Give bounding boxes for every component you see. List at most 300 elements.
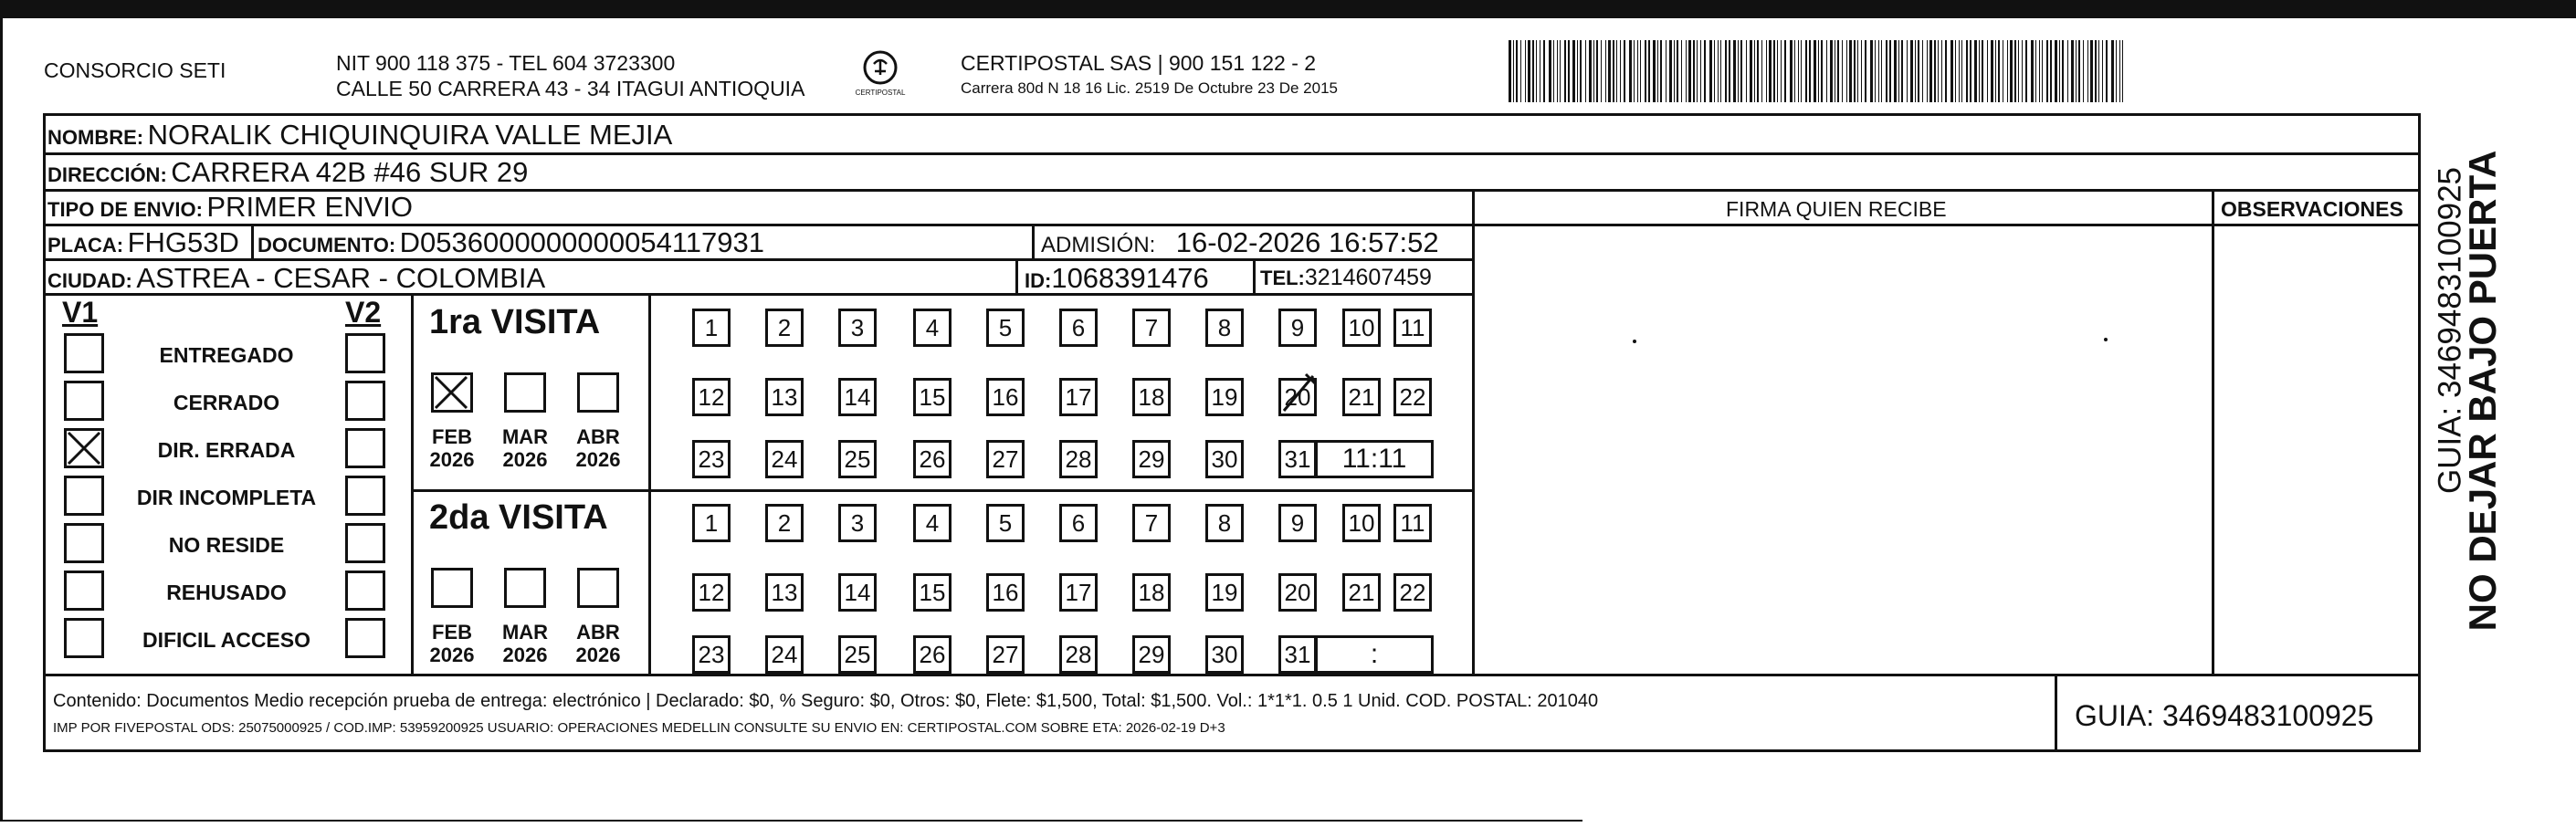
company-name: CONSORCIO SETI	[44, 58, 226, 82]
day-box[interactable]: 23	[692, 440, 731, 478]
day-box[interactable]: 20	[1278, 378, 1317, 416]
barcode-bar	[2025, 40, 2027, 102]
day-box[interactable]: 5	[986, 504, 1025, 542]
barcode-bar	[2055, 40, 2057, 102]
barcode-bar	[1718, 40, 1719, 102]
barcode-bar	[1657, 40, 1658, 102]
day-box[interactable]: 8	[1205, 309, 1244, 347]
day-box[interactable]: 18	[1132, 573, 1171, 612]
day-box[interactable]: 29	[1132, 635, 1171, 674]
day-box[interactable]: 8	[1205, 504, 1244, 542]
certipostal-info: CERTIPOSTAL SAS | 900 151 122 - 2	[961, 51, 1317, 75]
status-v1-checkbox[interactable]	[64, 428, 104, 468]
barcode-bar	[1733, 40, 1736, 102]
barcode-bar	[1854, 40, 1856, 102]
company-address: CALLE 50 CARRERA 43 - 34 ITAGUI ANTIOQUIA	[336, 77, 805, 100]
status-v2-checkbox[interactable]	[345, 618, 385, 658]
barcode-bar	[1709, 40, 1712, 102]
svg-text:CERTIPOSTAL: CERTIPOSTAL	[855, 89, 906, 97]
day-box[interactable]: 7	[1132, 309, 1171, 347]
status-v2-checkbox[interactable]	[345, 333, 385, 373]
barcode-bar	[2018, 40, 2019, 102]
month-label	[571, 621, 626, 667]
barcode-bar	[2090, 40, 2093, 102]
barcode	[1507, 40, 2128, 102]
barcode-bar	[2067, 40, 2068, 102]
day-box[interactable]: 28	[1059, 440, 1098, 478]
day-box[interactable]: 6	[1059, 309, 1098, 347]
status-option-label: DIR. ERRADA	[157, 438, 296, 462]
month-year: 2026	[575, 448, 621, 472]
barcode-bar	[1814, 40, 1816, 102]
barcode-bar	[1686, 40, 1687, 102]
barcode-bar	[1516, 40, 1518, 102]
barcode-bar	[1605, 40, 1606, 102]
footer-guia: GUIA: 3469483100925	[2075, 699, 2374, 732]
barcode-bar	[1781, 40, 1782, 102]
barcode-bar	[2116, 40, 2117, 102]
scan-dot	[2104, 338, 2108, 341]
barcode-bar	[1761, 40, 1762, 102]
barcode-bar	[1889, 40, 1891, 102]
barcode-bar	[1580, 40, 1582, 102]
row-divider	[43, 258, 1475, 261]
barcode-bar	[1729, 40, 1730, 102]
barcode-bar	[1777, 40, 1778, 102]
license-info: Carrera 80d N 18 16 Lic. 2519 De Octubre 23 De 2015	[961, 79, 1338, 97]
day-box[interactable]: 14	[838, 573, 877, 612]
status-v2-checkbox[interactable]	[345, 381, 385, 421]
barcode-bar	[1950, 40, 1953, 102]
admision-field: ADMISIÓN: 16-02-2026 16:57:52	[1041, 226, 1439, 258]
day-box[interactable]: 24	[765, 440, 804, 478]
barcode-bar	[1677, 40, 1678, 102]
barcode-bar	[1700, 40, 1701, 102]
barcode-bar	[1608, 40, 1611, 102]
barcode-bar	[1648, 40, 1650, 102]
visit1-title: 1ra VISITA	[429, 303, 601, 341]
barcode-bar	[1601, 40, 1602, 102]
day-box[interactable]: 26	[913, 635, 952, 674]
barcode-bar	[2042, 40, 2043, 102]
day-box[interactable]: 31	[1278, 635, 1317, 674]
month-year: 2026	[502, 448, 548, 472]
barcode-bar	[1901, 40, 1903, 102]
barcode-bar	[1974, 40, 1977, 102]
barcode-bar	[1593, 40, 1594, 102]
barcode-bar	[1878, 40, 1879, 102]
barcode-bar	[1536, 40, 1537, 102]
day-box[interactable]: 4	[913, 504, 952, 542]
month-name: FEB	[432, 621, 472, 644]
ciudad-field: CIUDAD: ASTREA - CESAR - COLOMBIA	[47, 262, 546, 294]
barcode-bar	[1769, 40, 1772, 102]
barcode-bar	[2039, 40, 2040, 102]
day-box[interactable]: 17	[1059, 573, 1098, 612]
day-box[interactable]: 21	[1342, 573, 1381, 612]
barcode-bar	[1961, 40, 1962, 102]
barcode-bar	[2071, 40, 2074, 102]
barcode-bar	[1616, 40, 1617, 102]
barcode-bar	[1945, 40, 1947, 102]
barcode-bar	[1549, 40, 1551, 102]
month-label	[425, 621, 479, 667]
day-box[interactable]: 31	[1278, 440, 1317, 478]
month-checkbox[interactable]	[577, 568, 619, 608]
barcode-bar	[2122, 40, 2123, 102]
barcode-bar	[1513, 40, 1514, 102]
status-v2-checkbox[interactable]	[345, 571, 385, 611]
barcode-bar	[1754, 40, 1755, 102]
month-name: MAR	[501, 425, 549, 448]
day-box[interactable]: 7	[1132, 504, 1171, 542]
barcode-bar	[1865, 40, 1866, 102]
barcode-bar	[1927, 40, 1928, 102]
day-box[interactable]: 30	[1205, 635, 1244, 674]
status-option-label: DIR INCOMPLETA	[136, 486, 317, 509]
barcode-bar	[1645, 40, 1646, 102]
barcode-bar	[1784, 40, 1786, 102]
day-box[interactable]: 10	[1342, 309, 1381, 347]
barcode-bar	[2062, 40, 2064, 102]
day-box[interactable]: 15	[913, 573, 952, 612]
barcode-bar	[2119, 40, 2120, 102]
barcode-bar	[1991, 40, 1993, 102]
barcode-bar	[1987, 40, 1988, 102]
day-box[interactable]: 18	[1132, 378, 1171, 416]
barcode-bar	[1929, 40, 1932, 102]
status-v1-checkbox[interactable]	[64, 333, 104, 373]
month-year: 2026	[575, 644, 621, 667]
month-name: MAR	[501, 621, 549, 644]
barcode-bar	[1568, 40, 1570, 102]
barcode-bar	[1564, 40, 1566, 102]
month-checkbox[interactable]	[504, 568, 546, 608]
status-v1-checkbox[interactable]	[64, 476, 104, 516]
day-box[interactable]: 12	[692, 573, 731, 612]
day-box[interactable]: 22	[1393, 573, 1432, 612]
firma-header: FIRMA QUIEN RECIBE	[1726, 197, 1947, 221]
barcode-bar	[2010, 40, 2013, 102]
day-box[interactable]: 3	[838, 309, 877, 347]
day-box[interactable]: 23	[692, 635, 731, 674]
barcode-bar	[2095, 40, 2097, 102]
tipo-envio-field: TIPO DE ENVIO: PRIMER ENVIO	[47, 191, 414, 223]
day-box[interactable]: 24	[765, 635, 804, 674]
barcode-bar	[1966, 40, 1968, 102]
barcode-bar	[1660, 40, 1662, 102]
footer-contenido: Contenido: Documentos Medio recepción prueba de entrega: electrónico | Declarado: $0, % Seguro: $0, Otros: $0, Flete: $1,500, Total: $1,500. Vol.: 1*1*1. 0.5 1 Unid. COD. POSTAL: 201040	[53, 691, 1599, 711]
barcode-bar	[2076, 40, 2077, 102]
nombre-field: NOMBRE: NORALIK CHIQUINQUIRA VALLE MEJIA	[47, 119, 673, 151]
barcode-bar	[1875, 40, 1876, 102]
scan-dot	[1633, 340, 1636, 343]
barcode-bar	[2050, 40, 2052, 102]
day-box[interactable]: 15	[913, 378, 952, 416]
certipostal-logo	[855, 49, 906, 100]
col-divider-observaciones	[2212, 189, 2214, 675]
no-dejar-bajo-puerta: NO DEJAR BAJO PUERTA	[2461, 150, 2504, 632]
day-box[interactable]: 19	[1205, 378, 1244, 416]
v1-header: V1	[62, 296, 99, 329]
barcode-bar	[2031, 40, 2034, 102]
placa-field: PLACA: FHG53D	[47, 226, 239, 258]
barcode-bar	[1553, 40, 1554, 102]
barcode-bar	[1934, 40, 1936, 102]
barcode-bar	[1894, 40, 1897, 102]
barcode-bar	[1938, 40, 1939, 102]
barcode-bar	[1681, 40, 1682, 102]
barcode-bar	[1798, 40, 1799, 102]
barcode-bar	[1757, 40, 1759, 102]
row-divider	[43, 152, 2421, 155]
barcode-bar	[1688, 40, 1691, 102]
barcode-bar	[1790, 40, 1793, 102]
barcode-bar	[1740, 40, 1742, 102]
day-box[interactable]: 21	[1342, 378, 1381, 416]
day-box[interactable]: 2	[765, 504, 804, 542]
barcode-bar	[1898, 40, 1899, 102]
day-box[interactable]: 28	[1059, 635, 1098, 674]
barcode-bar	[1520, 40, 1521, 102]
day-box[interactable]: 1	[692, 504, 731, 542]
day-box[interactable]: 6	[1059, 504, 1098, 542]
barcode-bar	[1794, 40, 1795, 102]
barcode-bar	[1738, 40, 1739, 102]
barcode-bar	[1857, 40, 1858, 102]
day-box[interactable]: 13	[765, 378, 804, 416]
status-v1-checkbox[interactable]	[64, 618, 104, 658]
v2-header: V2	[345, 296, 382, 329]
barcode-bar	[1596, 40, 1598, 102]
barcode-bar	[1870, 40, 1873, 102]
barcode-bar	[1970, 40, 1971, 102]
barcode-bar	[1766, 40, 1767, 102]
day-box[interactable]: 25	[838, 635, 877, 674]
barcode-bar	[1750, 40, 1752, 102]
day-box[interactable]: 19	[1205, 573, 1244, 612]
barcode-bar	[1773, 40, 1775, 102]
day-box[interactable]: 9	[1278, 504, 1317, 542]
month-checkbox[interactable]	[431, 568, 473, 608]
barcode-bar	[1725, 40, 1727, 102]
day-box[interactable]: 2	[765, 309, 804, 347]
barcode-bar	[1653, 40, 1656, 102]
barcode-bar	[2022, 40, 2023, 102]
day-box[interactable]: 4	[913, 309, 952, 347]
barcode-bar	[1697, 40, 1698, 102]
barcode-bar	[1918, 40, 1919, 102]
month-checkbox[interactable]	[431, 372, 473, 413]
day-box[interactable]: 16	[986, 378, 1025, 416]
day-box[interactable]: 11	[1393, 309, 1432, 347]
barcode-bar	[1861, 40, 1862, 102]
barcode-bar	[1809, 40, 1811, 102]
status-v2-checkbox[interactable]	[345, 476, 385, 516]
documento-field: DOCUMENTO: D0536000000000054117931	[258, 226, 764, 258]
barcode-bar	[1746, 40, 1747, 102]
observaciones-header: OBSERVACIONES	[2221, 197, 2403, 221]
barcode-bar	[1704, 40, 1706, 102]
admision-divider	[1032, 224, 1035, 258]
month-checkbox[interactable]	[504, 372, 546, 413]
barcode-bar	[1577, 40, 1578, 102]
barcode-bar	[1818, 40, 1819, 102]
month-label	[571, 425, 626, 472]
status-option-label: NO RESIDE	[168, 533, 285, 557]
visit-divider	[411, 489, 1472, 492]
barcode-bar	[1915, 40, 1916, 102]
day-box[interactable]: 14	[838, 378, 877, 416]
barcode-bar	[1826, 40, 1827, 102]
time-box[interactable]: :	[1315, 635, 1434, 674]
barcode-bar	[1528, 40, 1530, 102]
status-option-label: CERRADO	[173, 391, 280, 414]
month-label	[498, 621, 552, 667]
barcode-bar	[1634, 40, 1635, 102]
day-box[interactable]: 20	[1278, 573, 1317, 612]
time-box[interactable]: 11:11	[1315, 440, 1434, 478]
barcode-bar	[1955, 40, 1956, 102]
barcode-bar	[2087, 40, 2088, 102]
barcode-bar	[2014, 40, 2016, 102]
status-v2-checkbox[interactable]	[345, 523, 385, 563]
month-label	[425, 425, 479, 472]
barcode-bar	[1674, 40, 1675, 102]
day-box[interactable]: 3	[838, 504, 877, 542]
barcode-bar	[1995, 40, 1996, 102]
barcode-bar	[1666, 40, 1667, 102]
bottom-edge-line	[3, 820, 1582, 822]
barcode-bar	[1572, 40, 1575, 102]
month-checkbox[interactable]	[577, 372, 619, 413]
month-name: ABR	[576, 621, 620, 644]
barcode-bar	[1714, 40, 1715, 102]
month-year: 2026	[429, 448, 475, 472]
barcode-bar	[1585, 40, 1586, 102]
barcode-bar	[2059, 40, 2060, 102]
day-box[interactable]: 17	[1059, 378, 1098, 416]
direccion-field: DIRECCIÓN: CARRERA 42B #46 SUR 29	[47, 156, 529, 188]
barcode-bar	[1837, 40, 1839, 102]
month-year: 2026	[502, 644, 548, 667]
nit-tel: NIT 900 118 375 - TEL 604 3723300	[336, 51, 676, 75]
barcode-bar	[2098, 40, 2099, 102]
day-box[interactable]: 11	[1393, 504, 1432, 542]
barcode-bar	[1509, 40, 1511, 102]
tel-field: TEL:3214607459	[1260, 265, 1432, 290]
status-option-label: ENTREGADO	[159, 343, 294, 367]
barcode-bar	[1693, 40, 1695, 102]
barcode-bar	[1624, 40, 1625, 102]
barcode-bar	[1720, 40, 1721, 102]
month-name: ABR	[576, 425, 620, 448]
barcode-bar	[1532, 40, 1534, 102]
day-box[interactable]: 13	[765, 573, 804, 612]
month-label	[498, 425, 552, 472]
day-box[interactable]: 9	[1278, 309, 1317, 347]
barcode-bar	[2083, 40, 2084, 102]
id-field: ID:1068391476	[1025, 262, 1209, 294]
barcode-bar	[1881, 40, 1882, 102]
barcode-bar	[1886, 40, 1887, 102]
barcode-bar	[1560, 40, 1561, 102]
day-box[interactable]: 1	[692, 309, 731, 347]
day-box[interactable]: 26	[913, 440, 952, 478]
barcode-bar	[2111, 40, 2114, 102]
tel-divider	[1253, 258, 1256, 293]
day-box[interactable]: 10	[1342, 504, 1381, 542]
day-box[interactable]: 25	[838, 440, 877, 478]
day-box[interactable]: 16	[986, 573, 1025, 612]
month-name: FEB	[432, 425, 472, 448]
id-divider	[1015, 258, 1018, 293]
status-v1-checkbox[interactable]	[64, 523, 104, 563]
barcode-bar	[1979, 40, 1980, 102]
col-divider-firma	[1472, 189, 1475, 675]
barcode-bar	[1620, 40, 1621, 102]
status-v1-checkbox[interactable]	[64, 381, 104, 421]
status-v2-checkbox[interactable]	[345, 428, 385, 468]
status-option-label: DIFICIL ACCESO	[142, 628, 310, 652]
barcode-bar	[1910, 40, 1913, 102]
barcode-bar	[2035, 40, 2036, 102]
barcode-bar	[1557, 40, 1558, 102]
barcode-bar	[1842, 40, 1843, 102]
visit2-title: 2da VISITA	[429, 498, 608, 537]
barcode-bar	[1629, 40, 1632, 102]
day-box[interactable]: 27	[986, 440, 1025, 478]
barcode-bar	[1849, 40, 1852, 102]
barcode-bar	[1801, 40, 1802, 102]
barcode-bar	[1543, 40, 1545, 102]
barcode-bar	[2007, 40, 2008, 102]
barcode-bar	[1998, 40, 2000, 102]
barcode-bar	[2046, 40, 2048, 102]
barcode-bar	[2078, 40, 2080, 102]
left-edge-line	[0, 18, 3, 822]
day-box[interactable]: 5	[986, 309, 1025, 347]
barcode-bar	[1613, 40, 1614, 102]
footer-divider	[43, 674, 2421, 676]
placa-divider	[251, 224, 254, 258]
barcode-bar	[1941, 40, 1942, 102]
barcode-bar	[1640, 40, 1641, 102]
barcode-bar	[1922, 40, 1923, 102]
barcode-bar	[1821, 40, 1823, 102]
status-col-divider	[411, 293, 414, 674]
day-box[interactable]: 12	[692, 378, 731, 416]
barcode-bar	[1907, 40, 1908, 102]
day-box[interactable]: 22	[1393, 378, 1432, 416]
status-v1-checkbox[interactable]	[64, 571, 104, 611]
month-year: 2026	[429, 644, 475, 667]
barcode-bar	[1846, 40, 1847, 102]
barcode-bar	[1982, 40, 1983, 102]
barcode-bar	[2102, 40, 2103, 102]
footer-imp: IMP POR FIVEPOSTAL ODS: 25075000925 / COD.IMP: 53959200925 USUARIO: OPERACIONES MEDELLIN CONSULTE SU ENVIO EN: CERTIPOSTAL.COM SOBRE ETA: 2026-02-19 D+3	[53, 720, 1225, 736]
barcode-bar	[2106, 40, 2108, 102]
top-black-band	[0, 0, 2576, 18]
barcode-bar	[1589, 40, 1592, 102]
barcode-bar	[1669, 40, 1672, 102]
day-box[interactable]: 27	[986, 635, 1025, 674]
status-option-label: REHUSADO	[166, 581, 287, 604]
month-col-divider	[648, 293, 651, 674]
day-box[interactable]: 29	[1132, 440, 1171, 478]
day-box[interactable]: 30	[1205, 440, 1244, 478]
barcode-bar	[1830, 40, 1833, 102]
